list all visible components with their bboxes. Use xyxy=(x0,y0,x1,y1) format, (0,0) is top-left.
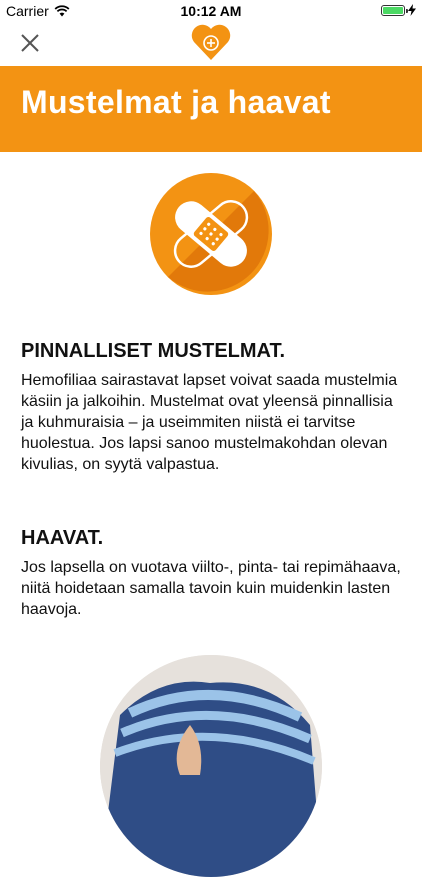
close-icon[interactable] xyxy=(16,29,44,57)
section-title: PINNALLISET MUSTELMAT. xyxy=(21,340,286,362)
section-body: Jos lapsella on vuotava viilto-, pinta- tai repimähaava, niitä hoidetaan samalla tavoin kuin muidenkin lasten haavoja. xyxy=(21,559,401,618)
charging-icon xyxy=(408,4,416,16)
section-title: HAAVAT. xyxy=(21,527,104,549)
nav-bar xyxy=(0,22,422,64)
carrier-label: Carrier xyxy=(6,3,49,19)
battery-icon xyxy=(381,5,405,16)
photo-illustration xyxy=(100,655,322,877)
child-photo xyxy=(100,655,322,877)
battery-group xyxy=(381,4,416,16)
bandage-icon xyxy=(150,173,272,295)
page-header xyxy=(0,66,422,152)
heart-plus-icon xyxy=(190,23,232,61)
section-body: Hemofiliaa sairastavat lapset voivat saada mustelmia käsiin ja jalkoihin. Mustelmat ovat yleensä pinnallisia ja kuhmuraisia – ja useimmiten niistä ei tarvitse huolestua. Jos lapsi sanoo mustelmakohdan olevan kivulias, on syytä valpastua. xyxy=(21,372,398,473)
battery-fill xyxy=(383,7,403,14)
status-time: 10:12 AM xyxy=(180,3,242,19)
status-bar xyxy=(0,0,422,22)
page-title: Mustelmat ja haavat xyxy=(21,84,331,120)
